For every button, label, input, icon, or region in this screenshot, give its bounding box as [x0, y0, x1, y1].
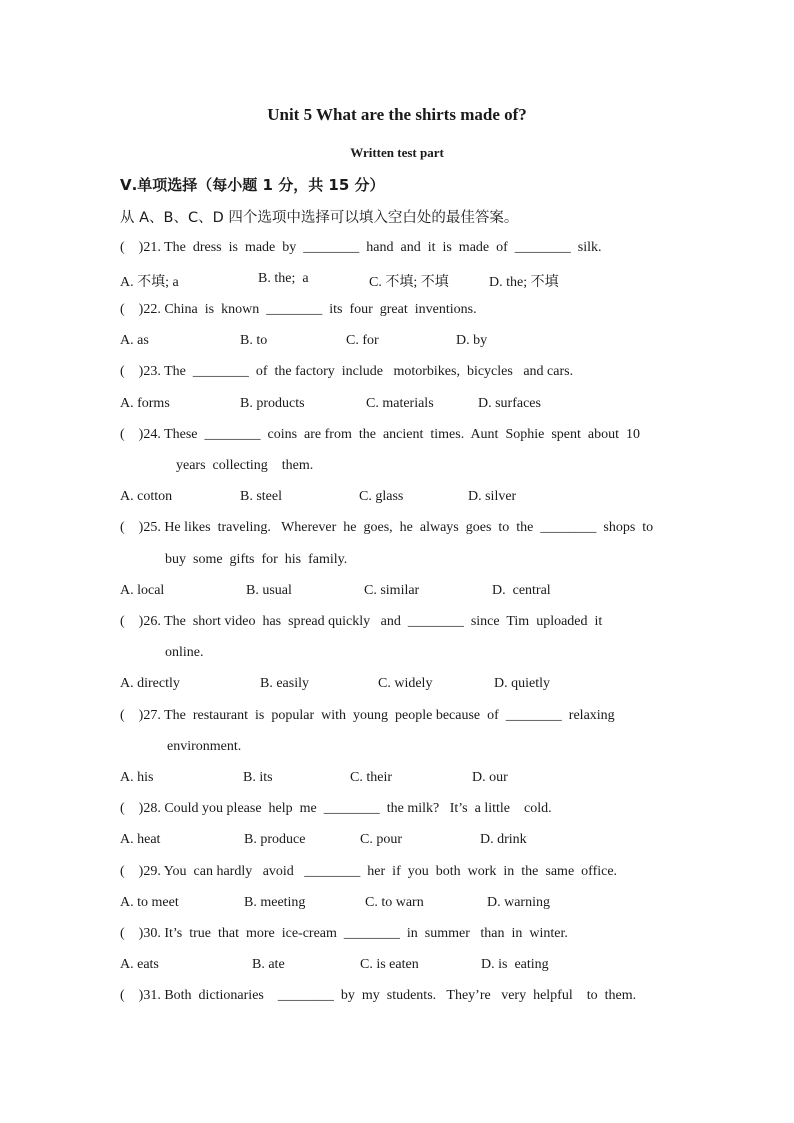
- question-28-option-c: C. pour: [360, 832, 402, 847]
- question-21-option-c: C. 不填; 不填: [369, 275, 449, 290]
- question-25-continuation: buy some gifts for his family.: [165, 552, 348, 567]
- question-30-option-a: A. eats: [120, 957, 159, 972]
- question-24-option-b: B. steel: [240, 489, 282, 504]
- question-28-option-d: D. drink: [480, 832, 527, 847]
- question-29-option-b: B. meeting: [244, 895, 306, 910]
- question-24-option-a: A. cotton: [120, 489, 173, 504]
- question-24-stem: ( )24. These ________ coins are from the ancient times. Aunt Sophie spent about 10: [120, 427, 640, 442]
- question-29-option-a: A. to meet: [120, 895, 179, 910]
- question-22-option-a: A. as: [120, 333, 149, 348]
- question-24-option-d: D. silver: [468, 489, 517, 504]
- question-22-option-d: D. by: [456, 333, 488, 348]
- question-23-stem: ( )23. The ________ of the factory include motorbikes, bicycles and cars.: [120, 364, 574, 379]
- question-27-stem: ( )27. The restaurant is popular with young people because of ________ relaxing: [120, 708, 615, 723]
- question-26-option-a: A. directly: [120, 676, 180, 691]
- question-24-continuation: years collecting them.: [176, 458, 314, 473]
- question-30-option-b: B. ate: [252, 957, 285, 972]
- question-30-stem: ( )30. It’s true that more ice-cream ________ in summer than in winter.: [120, 926, 568, 941]
- question-29-option-d: D. warning: [487, 895, 550, 910]
- question-26-option-d: D. quietly: [494, 676, 550, 691]
- page-title: Unit 5 What are the shirts made of?: [267, 105, 527, 124]
- instructions: 从 A、B、C、D 四个选项中选择可以填入空白处的最佳答案。: [120, 210, 519, 226]
- question-30-option-c: C. is eaten: [360, 957, 419, 972]
- question-25-option-c: C. similar: [364, 583, 420, 598]
- question-26-option-c: C. widely: [378, 676, 433, 691]
- question-23-option-a: A. forms: [120, 396, 170, 411]
- question-21-option-a: A. 不填; a: [120, 275, 179, 290]
- question-25-option-a: A. local: [120, 583, 165, 598]
- question-26-option-b: B. easily: [260, 676, 309, 691]
- question-22-stem: ( )22. China is known ________ its four great inventions.: [120, 302, 477, 317]
- question-29-option-c: C. to warn: [365, 895, 424, 910]
- question-27-option-c: C. their: [350, 770, 392, 785]
- question-27-option-d: D. our: [472, 770, 508, 785]
- page-subtitle: Written test part: [350, 145, 444, 160]
- question-21-stem: ( )21. The dress is made by ________ hand and it is made of ________ silk.: [120, 240, 602, 255]
- question-27-continuation: environment.: [167, 739, 242, 754]
- question-23-option-d: D. surfaces: [478, 396, 541, 411]
- question-25-option-d: D. central: [492, 583, 551, 598]
- question-23-option-b: B. products: [240, 396, 305, 411]
- question-26-continuation: online.: [165, 645, 204, 660]
- question-28-stem: ( )28. Could you please help me ________ the milk? It’s a little cold.: [120, 801, 552, 816]
- question-21-option-b: B. the; a: [258, 271, 309, 286]
- question-21-option-d: D. the; 不填: [489, 275, 559, 290]
- question-25-option-b: B. usual: [246, 583, 292, 598]
- question-28-option-a: A. heat: [120, 832, 161, 847]
- question-27-option-a: A. his: [120, 770, 154, 785]
- question-24-option-c: C. glass: [359, 489, 404, 504]
- question-28-option-b: B. produce: [244, 832, 306, 847]
- question-22-option-c: C. for: [346, 333, 379, 348]
- question-22-option-b: B. to: [240, 333, 268, 348]
- question-31-stem: ( )31. Both dictionaries ________ by my students. They’re very helpful to them.: [120, 988, 637, 1003]
- question-30-option-d: D. is eating: [481, 957, 549, 972]
- question-25-stem: ( )25. He likes traveling. Wherever he goes, he always goes to the ________ shops to: [120, 520, 654, 535]
- question-26-stem: ( )26. The short video has spread quickly and ________ since Tim uploaded it: [120, 614, 603, 629]
- question-23-option-c: C. materials: [366, 396, 434, 411]
- section-heading: Ⅴ.单项选择（每小题 1 分，共 15 分）: [120, 176, 385, 194]
- question-29-stem: ( )29. You can hardly avoid ________ her if you both work in the same office.: [120, 864, 618, 879]
- question-27-option-b: B. its: [243, 770, 273, 785]
